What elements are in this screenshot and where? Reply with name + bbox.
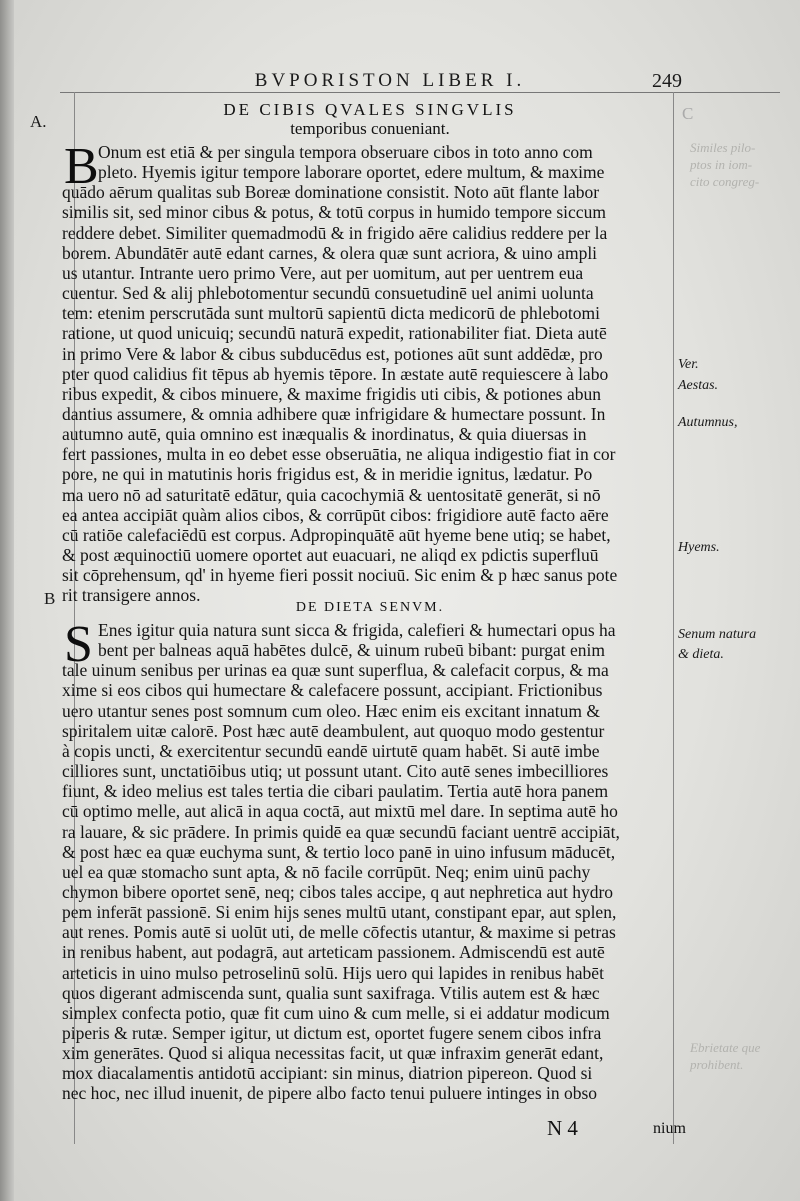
- text-line: cū ratiōe calefaciēdū est corpus. Adpropinquātē aūt hyeme bene utiq; se habet,: [62, 524, 611, 545]
- text-line: simplex confecta potio, quæ fit cum uino & cum melle, si ei addatur modicum: [62, 1002, 610, 1023]
- section-subtitle: temporibus conueniant.: [290, 119, 450, 138]
- marker-a: A.: [30, 112, 47, 131]
- text-line: nec hoc, nec illud inuenit, de pipere albo facto tenui puluere intinges in obso: [62, 1083, 598, 1104]
- text-line: pleto. Hyemis igitur tempore laborare oportet, edere multum, & maxime: [98, 162, 605, 183]
- text-line: pem inferāt passionē. Si enim hijs senes multū utant, constipant epar, aut splen,: [62, 902, 617, 923]
- text-line: ratione, ut quod unicuiq; secundū naturā expedit, rationabiliter fiat. Dieta autē: [62, 323, 607, 344]
- text-line: spiritalem uitæ calorē. Post hæc autē deambulent, aut quoquo modo gestentur: [62, 720, 605, 741]
- text-line: cilliores sunt, unctatiōibus utiq; ut possunt utant. Cito autē senes imbecilliores: [62, 761, 609, 782]
- section-title: DE CIBIS QVALES SINGVLIS: [223, 100, 517, 119]
- text-line: rit transigere annos.: [62, 585, 201, 606]
- marker-b: B: [44, 589, 56, 608]
- text-line: dantius assumere, & omnia adhibere quæ infrigidare & humectare possunt. In: [62, 403, 606, 424]
- text-line: in primo Vere & labor & cibus subducēdus est, potiones aūt sunt addēdæ, pro: [62, 343, 603, 364]
- text-line: quos digerant admiscenda sunt, qualia sunt saxifraga. Vtilis autem est & hæc: [62, 982, 600, 1003]
- text-line: bent per balneas aquā habētes dulcē, & uinum rubeū bibant: purgat enim: [98, 640, 606, 661]
- running-head: BVPORISTON LIBER I.: [254, 70, 526, 91]
- bleed-through-text: Ebrietate que: [690, 1040, 761, 1055]
- text-line: sit cōprehensum, qd' in hyeme fieri possit nociuū. Sic enim & p hæc sanus pote: [62, 565, 618, 586]
- text-line: uero utantur senes post somnum cum oleo. Hæc enim eis excitant innatum &: [62, 700, 601, 721]
- bleed-through-text: ptos in iom-: [690, 157, 753, 172]
- page-gutter-shadow: [0, 0, 14, 1201]
- text-line: aut renes. Pomis autē si uolūt uti, de melle cōfectis utantur, & maxime si petras: [62, 922, 616, 943]
- text-line: & post hæc ea quæ euchyma sunt, & tertio loco panē in uino infusum māducēt,: [62, 841, 616, 862]
- text-line: mox diacalamentis antidotū accipiant: sin minus, diatrion pipereon. Quod si: [62, 1063, 593, 1084]
- signature-mark: N 4: [547, 1116, 578, 1140]
- text-line: in renibus habent, aut podagrā, aut arteticam passionem. Admiscendū est autē: [62, 942, 605, 963]
- text-line: autumno autē, quia omnino est inæqualis & inordinatus, & quia diuersas in: [62, 424, 587, 445]
- text-line: ribus expedit, & cibos minuere, & maxime frigidis uti cibis, & potiones abun: [62, 383, 602, 404]
- bleed-through-text: prohibent.: [690, 1057, 744, 1072]
- text-line: borem. Abundātēr autē edant carnes, & olera quæ sunt acriora, & uino ampli: [62, 242, 598, 263]
- margin-note-ver: Ver.: [678, 357, 699, 372]
- drop-cap: B: [64, 138, 99, 195]
- text-line: us utantur. Intrante uero primo Vere, aut per uomitum, aut per uentrem eua: [62, 262, 584, 283]
- text-line: arteticis in uino mulso petroselinū solū. Hijs uero qui lapides in renibus habēt: [62, 962, 604, 983]
- bleed-through-text: cito congreg-: [690, 174, 760, 189]
- text-line: quādo aērum qualitas sub Boreæ dominatione consistit. Noto aūt flante labor: [62, 182, 600, 203]
- text-line: piperis & rutæ. Semper igitur, ut dictum est, oportet fugere senem cibos infra: [62, 1023, 602, 1043]
- text-line: uel ea quæ stomacho sunt apta, & nō facile corrūpūt. Neq; enim uinū pachy: [62, 861, 591, 882]
- margin-note-hyems: Hyems.: [678, 540, 720, 555]
- marker-c: C: [682, 104, 694, 123]
- text-line: similis sit, sed minor cibus & potus, & totū corpus in humido tempore siccum: [62, 202, 606, 223]
- text-line: tale uinum senibus per urinas ea quæ sunt superflua, & calefacit corpus, & ma: [62, 660, 609, 681]
- text-line: Onum est etiā & per singula tempora obseruare cibos in toto anno com: [98, 142, 593, 162]
- text-line: pter quod calidius fit tēpus ab hyemis tēpore. In æstate autē requiescere à labo: [62, 363, 609, 384]
- folio-number: 249: [652, 70, 682, 92]
- margin-note-autumnus: Autumnus,: [678, 415, 738, 430]
- text-line: ea antea accipiāt quàm alios cibos, & corrūpūt cibos: frigidiore autē facto aēre: [62, 504, 609, 525]
- right-margin-rule: [673, 92, 674, 1144]
- text-line: ma uero nō ad saturitatē edātur, quia cacochymiā & uentositatē generāt, si nō: [62, 484, 601, 505]
- text-line: pore, ne qui in matutinis horis frigidus est, & in meridie ignitus, lædatur. Po: [62, 464, 593, 485]
- text-line: & post æquinoctiū uomere oportet aut euacuari, ne aliqd ex pdictis superfluū: [62, 545, 599, 565]
- margin-note-dieta: & dieta.: [678, 647, 724, 662]
- text-line: tem: etenim perscrutāda sunt multorū sapientū dicta medicorū de phlebotomi: [62, 303, 600, 324]
- catchword: nium: [653, 1120, 686, 1137]
- text-line: à copis uncti, & exercitentur secundū eandē uirtutē quam habēt. Si autē imbe: [62, 740, 600, 761]
- text-line: ra lauare, & sic prādere. In primis quidē ea quæ secundū faciant uentrē accipiāt,: [62, 821, 620, 842]
- text-line: cuentur. Sed & alij phlebotomentur secundū consuetudinē uel animi uolunta: [62, 283, 594, 304]
- drop-cap: S: [64, 616, 93, 673]
- margin-note-aestas: Aestas.: [678, 378, 719, 393]
- text-line: Enes igitur quia natura sunt sicca & frigida, calefieri & humectari opus ha: [98, 620, 616, 640]
- text-line: fiunt, & ideo melius est tales tertia die cibari paulatim. Tertia autē hora panem: [62, 781, 609, 802]
- text-line: cū optimo melle, aut alicā in aqua coctā, aut mixtū mel dare. In septima autē ho: [62, 801, 618, 822]
- text-line: reddere debet. Similiter quemadmodū & in frigido aēre calidius reddere per la: [62, 222, 608, 243]
- bleed-through-text: Similes pilo-: [690, 140, 756, 155]
- text-line: xim generātes. Quod si aliqua necessitas facit, ut quæ infraxim generāt edant,: [62, 1043, 604, 1064]
- text-line: xime si eos cibos qui humectare & calefacere possunt, accipiant. Frictionibus: [62, 680, 603, 701]
- margin-note-senum: Senum natura: [678, 627, 757, 642]
- text-line: fert passiones, multa in eo debet esse obseruātia, ne aliqua indigestio fiat in cor: [62, 444, 616, 465]
- text-line: chymon bibere oportet senē, neq; cibos tales accipe, q aut nephretica aut hydro: [62, 881, 614, 902]
- section-title: DE DIETA SENVM.: [295, 600, 445, 615]
